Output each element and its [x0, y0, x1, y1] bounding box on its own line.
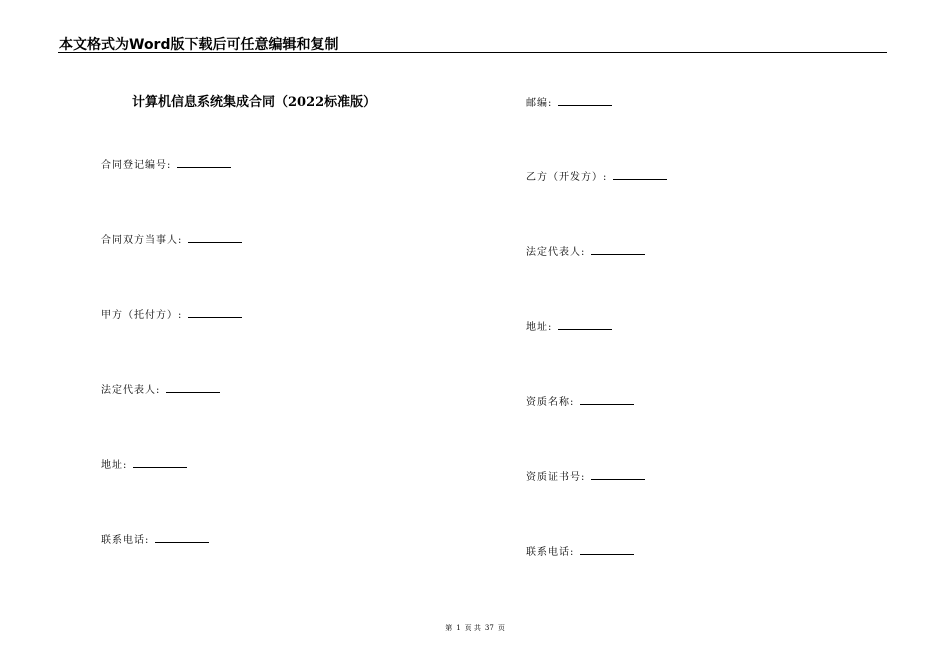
field-label: 地址:	[526, 322, 553, 333]
footer-current-page: 1	[456, 624, 461, 632]
fill-in-blank[interactable]	[591, 469, 645, 480]
field-label: 资质证书号:	[526, 472, 586, 483]
fill-in-blank[interactable]	[613, 169, 667, 180]
fill-in-blank[interactable]	[155, 532, 209, 543]
field-postal-code	[526, 94, 612, 109]
field-label: 地址:	[101, 460, 128, 471]
field-contract-parties	[101, 231, 242, 246]
footer-mid: 页 共	[464, 624, 481, 632]
footer-total-pages: 37	[484, 624, 494, 632]
field-label: 法定代表人:	[101, 385, 161, 396]
fill-in-blank[interactable]	[188, 232, 242, 243]
field-qualification-certificate-number	[526, 468, 645, 483]
field-label: 合同登记编号:	[101, 160, 172, 171]
field-label: 邮编:	[526, 98, 553, 109]
page-number-footer	[0, 623, 950, 633]
document-title: 计算机信息系统集成合同（2022标准版）	[132, 95, 377, 110]
field-label: 合同双方当事人:	[101, 235, 183, 246]
field-party-b-phone	[526, 543, 634, 558]
field-party-b-address	[526, 318, 612, 333]
field-label: 乙方（开发方）:	[526, 172, 608, 183]
field-label: 联系电话:	[101, 535, 150, 546]
fill-in-blank[interactable]	[558, 319, 612, 330]
fill-in-blank[interactable]	[133, 457, 187, 468]
fill-in-blank[interactable]	[558, 95, 612, 106]
field-label: 资质名称:	[526, 397, 575, 408]
field-party-b	[526, 168, 667, 183]
fill-in-blank[interactable]	[580, 394, 634, 405]
field-party-a	[101, 306, 242, 321]
field-label: 联系电话:	[526, 547, 575, 558]
footer-prefix: 第	[445, 624, 453, 632]
fill-in-blank[interactable]	[591, 244, 645, 255]
field-label: 法定代表人:	[526, 247, 586, 258]
fill-in-blank[interactable]	[188, 307, 242, 318]
fill-in-blank[interactable]	[580, 544, 634, 555]
field-party-a-address	[101, 456, 187, 471]
field-contract-registration-number	[101, 156, 231, 171]
header-rule	[58, 52, 887, 53]
field-label: 甲方（托付方）:	[101, 310, 183, 321]
field-qualification-name	[526, 393, 634, 408]
field-party-a-phone	[101, 531, 209, 546]
header-banner: 本文格式为Word版下载后可任意编辑和复制	[59, 37, 339, 53]
footer-suffix: 页	[497, 624, 505, 632]
field-party-a-legal-representative	[101, 381, 220, 396]
fill-in-blank[interactable]	[177, 157, 231, 168]
field-party-b-legal-representative	[526, 243, 645, 258]
fill-in-blank[interactable]	[166, 382, 220, 393]
